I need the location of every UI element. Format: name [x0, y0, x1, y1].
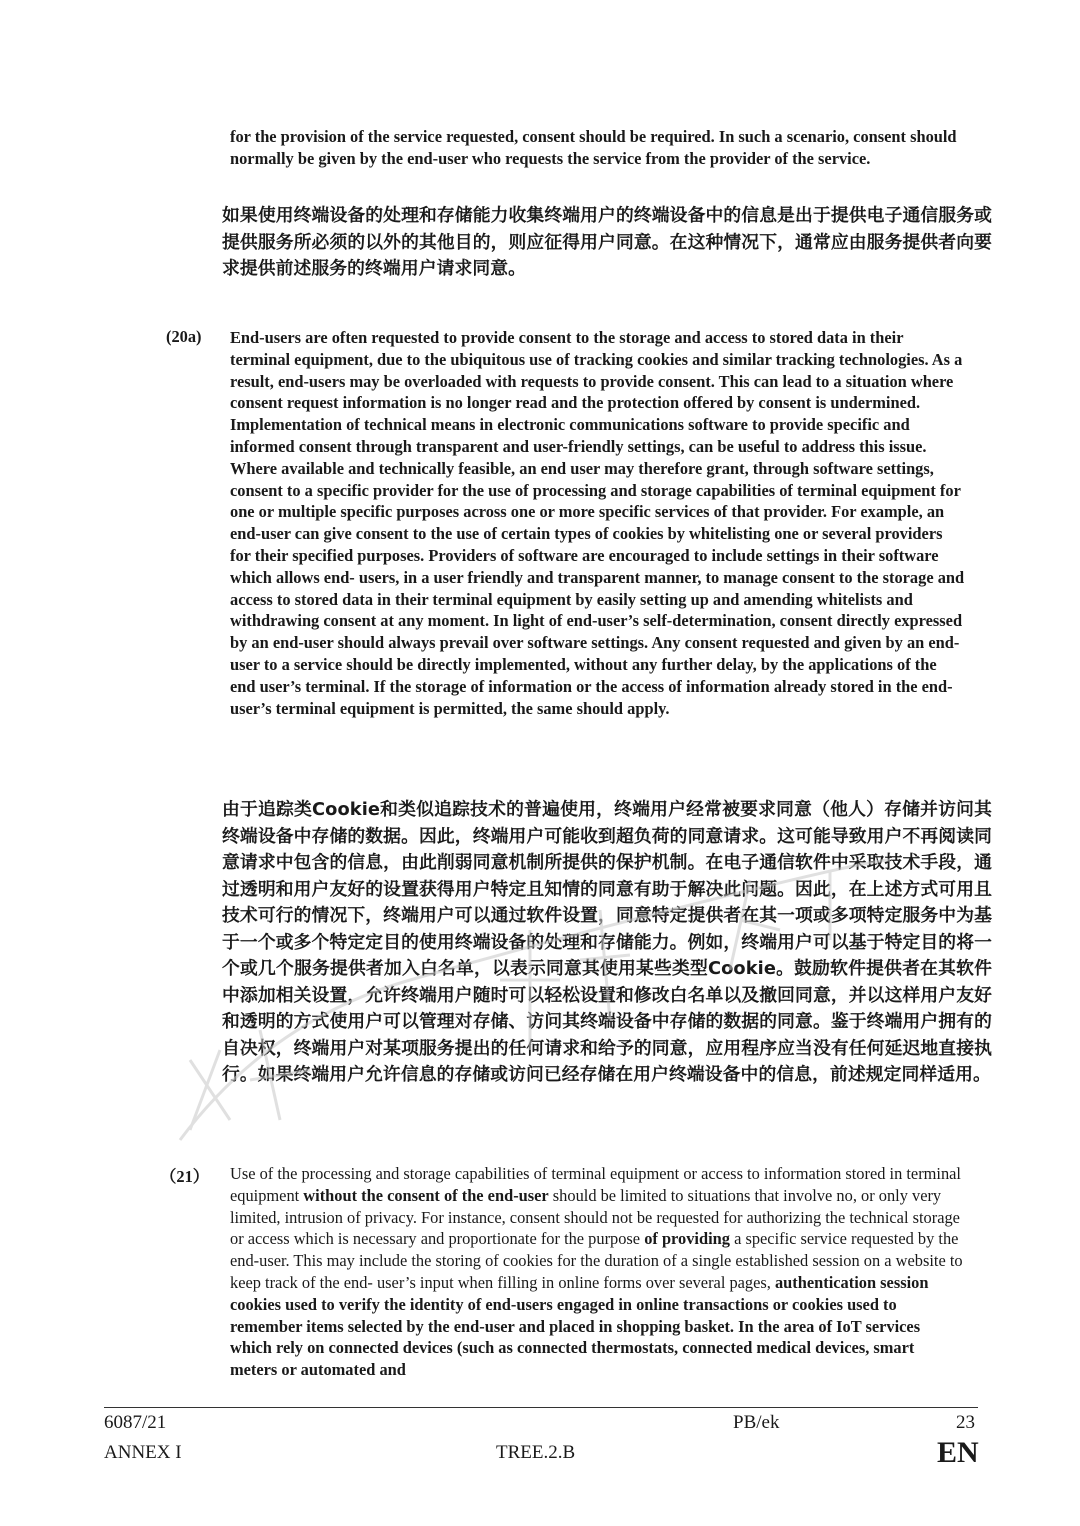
recital-20a-zh: 由于追踪类Cookie和类似追踪技术的普遍使用，终端用户经常被要求同意（他人）存储并访问其终端设备中存储的数据。因此，终端用户可能收到超负荷的同意请求。这可能导致用户不再阅读同意请求中包含的信息，由此削弱同意机制所提供的保护机制。在电子通信软件中采取技术手段，通过透明和用户友好的设置获得用户特定且知情的同意有助于解决此问题。因此，在上述方式可用且技术可行的情况下，终端用户可以通过软件设置，同意特定提供者在其一项或多项特定服务中为基于一个或多个特定定目的使用终端设备的处理和存储能力。例如，终端用户可以基于特定目的将一个或几个服务提供者加入白名单，以表示同意其使用某些类型Cookie。鼓励软件提供者在其软件中添加相关设置，允许终端用户随时可以轻松设置和修改白名单以及撤回同意，并以这样用户友好和透明的方式使用户可以管理对存储、访问其终端设备中存储的数据的同意。鉴于终端用户拥有的自决权，终端用户对某项服务提出的任何请求和给予的同意，应用程序应当没有任何延迟地直接执行。如果终端用户允许信息的存储或访问已经存储在用户终端设备中的信息，前述规定同样适用。 — [222, 799, 992, 1085]
recital-20a-number: (20a) — [166, 327, 202, 346]
footer-doc-number: 6087/21 — [104, 1412, 167, 1433]
continuation-zh: 如果使用终端设备的处理和存储能力收集终端用户的终端设备中的信息是出于提供电子通信服务或提供服务所必须的以外的其他目的，则应征得用户同意。在这种情况下，通常应由服务提供者向要求提供前述服务的终端用户请求同意。 — [222, 205, 992, 279]
footer-page-number: 23 — [956, 1412, 975, 1433]
recital-21-en: Use of the processing and storage capabilities of terminal equipment or access to information stored in terminal equipment without the consent of the end-user should be limited to situations that involve no, or only very limited, intrusion of privacy. For instance, consent should not be requested for authorizing the technical storage or access which is necessary and proportionate for the purpose of providing a specific service requested by the end-user. This may include the storing of cookies for the duration of a single established session on a website to keep track of the end- user’s input when filling in online forms over several pages, authentication session cookies used to verify the identity of end-users engaged in online transactions or cookies used to remember items selected by the end-user and placed in shopping basket. In the area of IoT services which rely on connected devices (such as connected thermostats, connected medical devices, smart meters or automated and — [230, 1164, 963, 1380]
continuation-en: for the provision of the service requested, consent should be required. In such a scenario, consent should normally be given by the end-user who requests the service from the provider of the service. — [230, 127, 957, 168]
footer-annex: ANNEX I — [104, 1442, 182, 1463]
recital-21-number: （21） — [160, 1167, 210, 1186]
recital-20a-en: End-users are often requested to provide consent to the storage and access to stored data in their terminal equipment, due to the ubiquitous use of tracking cookies and similar tracking technologies. As a result, end-users may be overloaded with requests to provide consent. This can lead to a situation where consent request information is no longer read and the protection offered by consent is undermined. Implementation of technical means in electronic communications software to provide specific and informed consent through transparent and user-friendly settings, can be useful to address this issue. Where available and technically feasible, an end user may therefore grant, through software settings, consent to a specific provider for the use of processing and storage capabilities of terminal equipment for one or multiple specific purposes across one or more specific services of that provider. For example, an end-user can give consent to the use of certain types of cookies by whitelisting one or several providers for their specified purposes. Providers of software are encouraged to include settings in their software which allows end- users, in a user friendly and transparent manner, to manage consent to the storage and access to stored data in their terminal equipment by easily setting up and amending whitelists and withdrawing consent at any moment. In light of end-user’s self-determination, consent directly expressed by an end-user should always prevail over software settings. Any consent requested and given by an end-user to a service should be directly implemented, without any further delay, by the applications of the end user’s terminal. If the storage of information or the access of information already stored in the end-user’s terminal equipment is permitted, the same should apply. — [230, 328, 965, 718]
footer-initials: PB/ek — [733, 1412, 780, 1433]
footer-divider — [104, 1407, 978, 1408]
footer-language: EN — [937, 1436, 979, 1469]
footer-department: TREE.2.B — [496, 1442, 576, 1463]
